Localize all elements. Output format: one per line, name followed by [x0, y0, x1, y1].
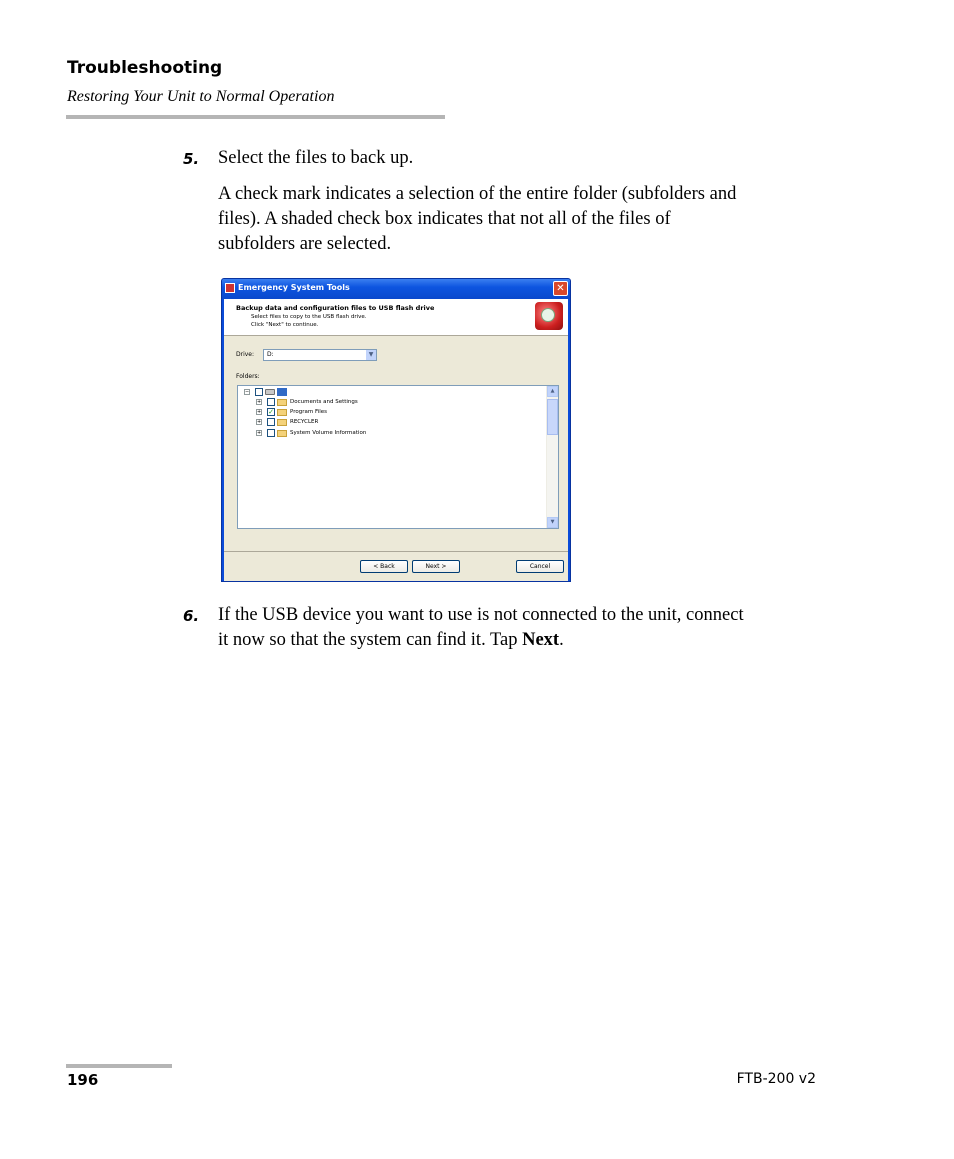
banner-instruction-2: Click "Next" to continue.: [251, 322, 319, 328]
close-button[interactable]: ✕: [553, 281, 568, 296]
header-rule: [66, 115, 445, 119]
expand-icon[interactable]: +: [257, 409, 262, 415]
dialog-banner: [224, 299, 568, 336]
tree-label: Documents and Settings: [290, 399, 358, 405]
next-emphasis: Next: [522, 630, 560, 650]
tree-checkbox[interactable]: [267, 398, 275, 406]
folder-icon: [277, 399, 287, 406]
dialog-titlebar: [222, 279, 570, 299]
step-6-line-2-suffix: .: [559, 630, 564, 650]
folder-icon: [277, 409, 287, 416]
tree-checkbox[interactable]: [267, 418, 275, 426]
disc-icon: [541, 308, 555, 322]
scroll-up-icon[interactable]: ▲: [547, 386, 558, 397]
tree-label: Program Files: [290, 409, 328, 415]
dialog-title: Emergency System Tools: [238, 283, 350, 292]
vertical-scrollbar[interactable]: [546, 386, 558, 528]
dialog-screenshot: [221, 278, 571, 582]
tree-row[interactable]: [256, 428, 456, 438]
tree-row[interactable]: [256, 397, 456, 407]
drive-label: Drive:: [236, 351, 255, 358]
step-5-number: 5.: [183, 150, 200, 168]
app-icon: [225, 283, 235, 293]
drive-select[interactable]: [263, 349, 377, 361]
tree-row-root[interactable]: [244, 387, 304, 397]
banner-instruction-1: Select files to copy to the USB flash drive.: [251, 314, 367, 320]
tree-label: System Volume Information: [290, 430, 367, 436]
selected-node-icon: [277, 388, 287, 396]
tree-label: RECYCLER: [290, 419, 319, 425]
next-button[interactable]: Next >: [412, 560, 460, 573]
step-5-detail-line-2: files). A shaded check box indicates that not all of the files of: [218, 209, 671, 229]
folders-label: Folders:: [236, 373, 260, 380]
step-5-detail-line-3: subfolders are selected.: [218, 234, 392, 254]
tree-row[interactable]: [256, 407, 456, 417]
tree-row[interactable]: [256, 417, 456, 427]
step-6-number: 6.: [183, 607, 200, 625]
expand-icon[interactable]: +: [257, 430, 262, 436]
step-5-text: Select the files to back up.: [218, 148, 414, 168]
dialog-client: [224, 299, 568, 581]
folder-icon: [277, 419, 287, 426]
section-title: Troubleshooting: [67, 58, 223, 78]
dialog-separator: [224, 551, 568, 552]
folders-tree[interactable]: [237, 385, 559, 529]
drive-icon: [265, 389, 275, 395]
backup-disc-icon: [535, 302, 563, 330]
step-6-line-2: [218, 628, 564, 653]
cancel-button[interactable]: Cancel: [516, 560, 564, 573]
back-button[interactable]: < Back: [360, 560, 408, 573]
tree-checkbox-root[interactable]: [255, 388, 263, 396]
folder-icon: [277, 430, 287, 437]
step-6-line-1: If the USB device you want to use is not connected to the unit, connect: [218, 605, 744, 625]
footer-rule: [66, 1064, 172, 1068]
expand-icon[interactable]: +: [257, 399, 262, 405]
section-subtitle: Restoring Your Unit to Normal Operation: [67, 88, 335, 105]
tree-checkbox-checked[interactable]: ✓: [268, 408, 274, 416]
tree-checkbox[interactable]: [267, 429, 275, 437]
drive-value: D:: [267, 351, 274, 358]
chevron-down-icon[interactable]: ▼: [366, 350, 376, 360]
step-6-line-2-prefix: it now so that the system can find it. Tap: [218, 630, 523, 650]
scroll-thumb[interactable]: [547, 399, 558, 435]
document-id: FTB-200 v2: [736, 1071, 816, 1087]
page-number: 196: [67, 1071, 99, 1089]
step-5-detail-line-1: A check mark indicates a selection of the entire folder (subfolders and: [218, 184, 737, 204]
collapse-icon[interactable]: −: [245, 389, 250, 395]
banner-title: Backup data and configuration files to USB flash drive: [236, 304, 435, 312]
scroll-down-icon[interactable]: ▼: [547, 517, 558, 528]
expand-icon[interactable]: +: [257, 419, 262, 425]
